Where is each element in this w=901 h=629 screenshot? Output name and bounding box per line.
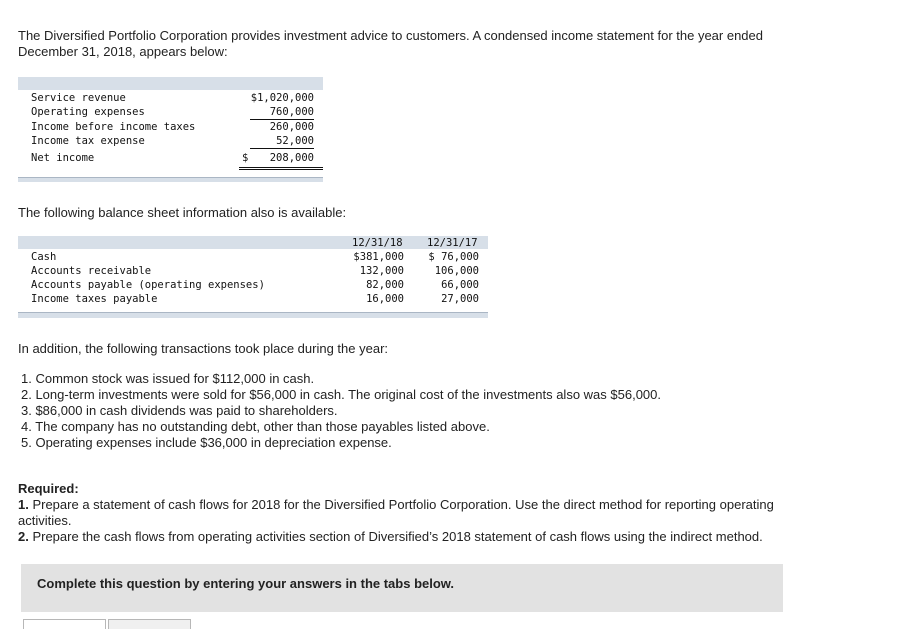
income-row-value: 260,000 bbox=[269, 121, 314, 133]
transactions-intro: In addition, the following transactions took place during the year: bbox=[18, 341, 389, 356]
balance-row-value-2017: 27,000 bbox=[441, 293, 479, 305]
required-item-2-number: 2. bbox=[18, 529, 29, 544]
income-table-header-bar bbox=[18, 77, 323, 90]
transaction-item: 4. The company has no outstanding debt, other than those payables listed above. bbox=[21, 419, 490, 434]
balance-col-header-2017: 12/31/17 bbox=[427, 237, 478, 249]
balance-row-value-2018: 16,000 bbox=[366, 293, 404, 305]
underline bbox=[250, 148, 314, 149]
balance-row-label: Accounts receivable bbox=[31, 265, 152, 277]
double-underline-bottom bbox=[239, 169, 323, 170]
income-row-value: 208,000 bbox=[269, 152, 314, 164]
income-row-label: Income before income taxes bbox=[31, 121, 196, 133]
required-item-1-number: 1. bbox=[18, 497, 29, 512]
balance-row-value-2017: 66,000 bbox=[441, 279, 479, 291]
required-item-1-continued: activities. bbox=[18, 513, 72, 528]
transaction-item: 3. $86,000 in cash dividends was paid to shareholders. bbox=[21, 403, 338, 418]
balance-row bbox=[18, 251, 488, 265]
required-item-2-text: Prepare the cash flows from operating activities section of Diversified’s 2018 statement of cash flows using the indirect method. bbox=[28, 529, 763, 544]
required-heading: Required: bbox=[18, 481, 79, 496]
income-row-value: $1,020,000 bbox=[250, 92, 314, 104]
double-underline-top bbox=[239, 167, 323, 168]
tab-required-1[interactable] bbox=[23, 619, 106, 629]
balance-row-value-2017: 106,000 bbox=[434, 265, 479, 277]
balance-row-label: Accounts payable (operating expenses) bbox=[31, 279, 265, 291]
required-item-1 bbox=[18, 497, 774, 513]
transaction-item: 1. Common stock was issued for $112,000 in cash. bbox=[21, 371, 315, 386]
income-table-footer-bar bbox=[18, 177, 323, 182]
income-row-total bbox=[18, 152, 323, 166]
income-row-dollar: $ bbox=[242, 152, 249, 164]
income-row-value: 760,000 bbox=[269, 106, 314, 118]
balance-row bbox=[18, 279, 488, 293]
balance-row bbox=[18, 293, 488, 307]
instructions-banner-text: Complete this question by entering your answers in the tabs below. bbox=[37, 576, 455, 591]
income-row bbox=[18, 135, 323, 149]
balance-row-value-2018: $381,000 bbox=[353, 251, 404, 263]
income-row-label: Operating expenses bbox=[31, 106, 145, 118]
intro-line-1: The Diversified Portfolio Corporation provides investment advice to customers. A condensed income statement for the year ended bbox=[18, 28, 763, 43]
balance-table-footer-bar bbox=[18, 312, 488, 318]
transaction-item: 5. Operating expenses include $36,000 in depreciation expense. bbox=[21, 435, 392, 450]
required-item-2 bbox=[18, 529, 763, 545]
balance-row-label: Income taxes payable bbox=[31, 293, 158, 305]
required-item-1-text: Prepare a statement of cash flows for 2018 for the Diversified Portfolio Corporation. Use the direct method for reporting operating bbox=[28, 497, 774, 512]
balance-row-value-2018: 132,000 bbox=[359, 265, 404, 277]
income-row bbox=[18, 106, 323, 120]
income-row-label: Service revenue bbox=[31, 92, 126, 104]
balance-intro: The following balance sheet information also is available: bbox=[18, 205, 347, 220]
income-row-value: 52,000 bbox=[276, 135, 314, 147]
instructions-banner bbox=[21, 564, 783, 612]
balance-table-header-bar bbox=[18, 236, 488, 249]
balance-row-value-2017: $ 76,000 bbox=[428, 251, 479, 263]
intro-line-2: December 31, 2018, appears below: bbox=[18, 44, 228, 59]
balance-row-value-2018: 82,000 bbox=[366, 279, 404, 291]
transaction-item: 2. Long-term investments were sold for $56,000 in cash. The original cost of the investments also was $56,000. bbox=[21, 387, 661, 402]
income-row-label: Net income bbox=[31, 152, 95, 164]
income-row-label: Income tax expense bbox=[31, 135, 145, 147]
underline bbox=[250, 119, 314, 120]
balance-row-label: Cash bbox=[31, 251, 57, 263]
income-row bbox=[18, 121, 323, 135]
income-row bbox=[18, 92, 323, 106]
balance-col-header-2018: 12/31/18 bbox=[352, 237, 403, 249]
balance-row bbox=[18, 265, 488, 279]
tab-required-2[interactable] bbox=[108, 619, 191, 629]
